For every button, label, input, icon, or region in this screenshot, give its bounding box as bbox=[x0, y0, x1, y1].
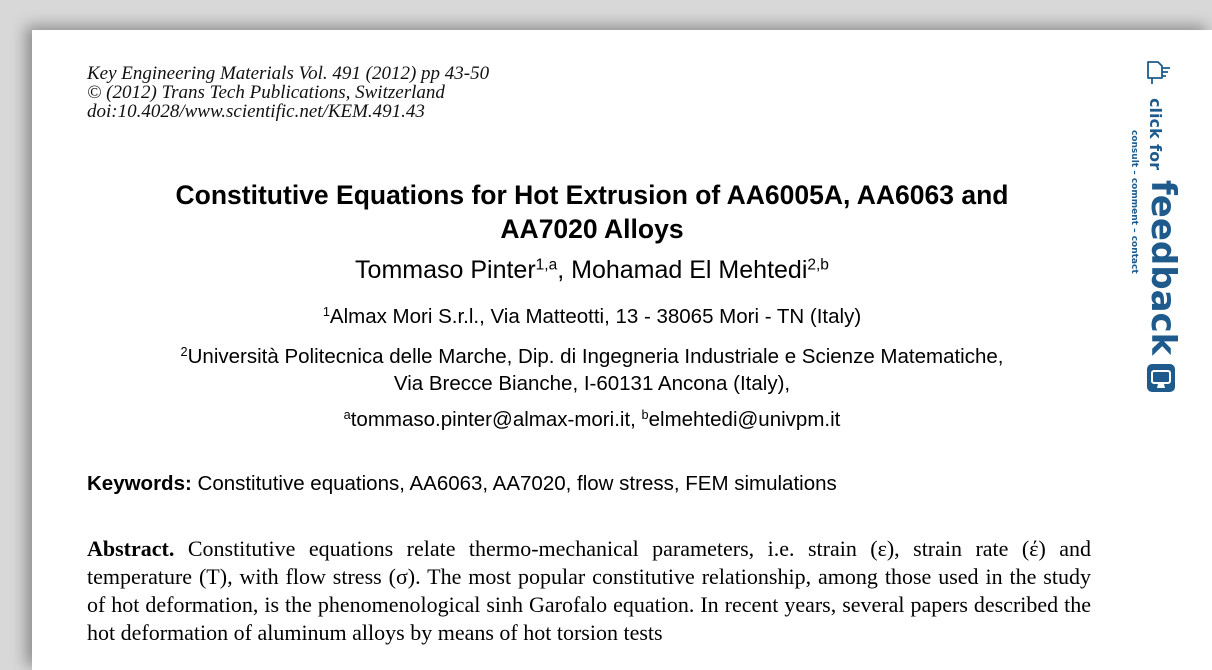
affiliation-1 bbox=[92, 305, 1092, 329]
journal-doi[interactable]: doi:10.4028/www.scientific.net/KEM.491.43 bbox=[87, 101, 425, 122]
feedback-widget[interactable] bbox=[1129, 58, 1186, 398]
author-name: Tommaso Pinter bbox=[355, 256, 536, 284]
paper-title bbox=[92, 178, 1092, 246]
email-link[interactable]: tommaso.pinter@almax-mori.it, bbox=[350, 408, 642, 431]
keywords-text: Constitutive equations, AA6063, AA7020, flow stress, FEM simulations bbox=[191, 472, 837, 495]
email-link[interactable]: elmehtedi@univpm.it bbox=[648, 408, 841, 431]
journal-citation: Key Engineering Materials Vol. 491 (2012) pp 43-50 bbox=[87, 63, 490, 84]
author-name: Mohamad El Mehtedi bbox=[571, 256, 808, 284]
pointing-hand-icon bbox=[1148, 62, 1170, 84]
author-superscript: 1,a bbox=[535, 256, 558, 274]
affiliation-text: Università Politecnica delle Marche, Dip. di Ingegneria Industriale e Scienze Matematiche, bbox=[187, 345, 1004, 368]
affiliation-2 bbox=[92, 343, 1092, 397]
paper-title-line1: Constitutive Equations for Hot Extrusion of AA6005A, AA6063 and bbox=[175, 180, 1009, 210]
feedback-click-for: click for bbox=[1146, 98, 1165, 170]
affiliation-superscript: 1 bbox=[322, 304, 330, 320]
affiliation-superscript: 2 bbox=[180, 344, 188, 360]
paper-title-line2: AA7020 Alloys bbox=[500, 214, 684, 244]
author-separator: , bbox=[557, 256, 572, 284]
email-superscript: b bbox=[641, 407, 649, 423]
affiliation-text: Via Brecce Bianche, I-60131 Ancona (Italy), bbox=[393, 372, 791, 395]
email-superscript: a bbox=[343, 407, 351, 423]
journal-info bbox=[87, 64, 489, 121]
keywords-label: Keywords: bbox=[87, 472, 192, 495]
keywords bbox=[87, 472, 1097, 496]
journal-copyright: © (2012) Trans Tech Publications, Switzerland bbox=[87, 82, 445, 103]
author-superscript: 2,b bbox=[807, 256, 829, 274]
feedback-label: feedback bbox=[1143, 180, 1183, 356]
feedback-subtitle: consult – comment – contact bbox=[1129, 130, 1139, 274]
monitor-icon bbox=[1147, 364, 1175, 392]
abstract-label: Abstract. bbox=[87, 536, 175, 561]
affiliation-text: Almax Mori S.r.l., Via Matteotti, 13 - 38065 Mori - TN (Italy) bbox=[329, 305, 862, 328]
paper-page bbox=[32, 30, 1212, 670]
abstract bbox=[87, 535, 1091, 647]
abstract-text: Constitutive equations relate thermo-mechanical parameters, i.e. strain (ε), strain rate (έ) and temperature (T), with flow stress (σ). The most popular constitutive relationship, among those used in the study of hot deformation, is the phenomenological sinh Garofalo equation. In recent years, several papers described the hot deformation of aluminum alloys by means of hot torsion tests bbox=[87, 536, 1091, 645]
author-list bbox=[92, 256, 1092, 285]
email-list bbox=[92, 408, 1092, 432]
